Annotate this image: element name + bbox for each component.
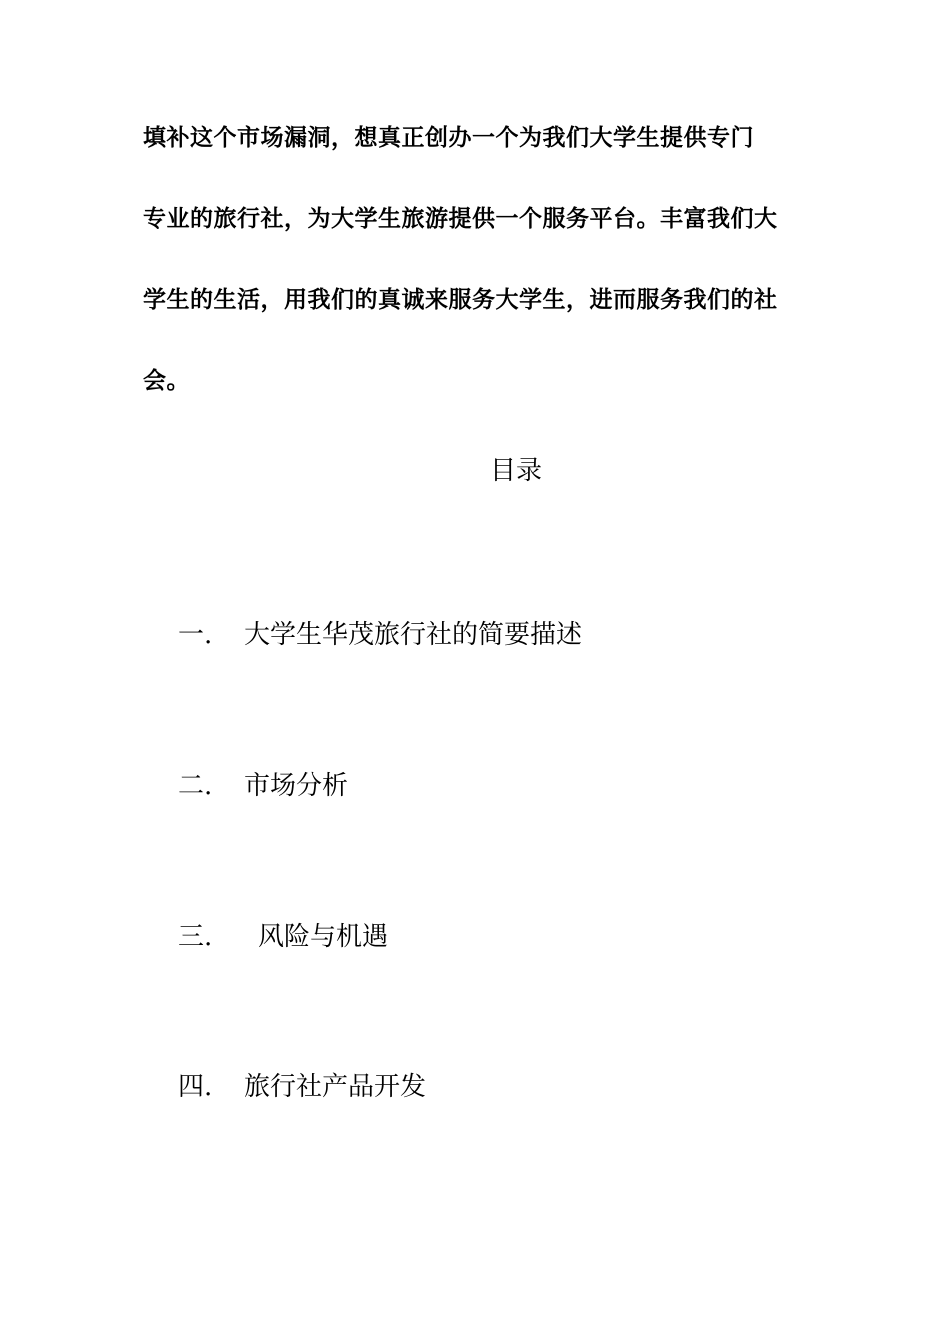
toc-title: 目录 <box>490 456 543 486</box>
toc-item-number: 四. <box>178 1072 213 1102</box>
toc-item-number: 二. <box>178 771 213 801</box>
toc-item <box>178 1070 426 1104</box>
toc-item <box>178 920 388 954</box>
paragraph-line-1: 填补这个市场漏洞，想真正创办一个为我们大学生提供专门 <box>143 124 754 151</box>
toc-item-text: 大学生华茂旅行社的简要描述 <box>244 620 583 650</box>
toc-item-text: 旅行社产品开发 <box>244 1072 427 1102</box>
toc-item <box>178 618 582 652</box>
paragraph-line-2: 专业的旅行社，为大学生旅游提供一个服务平台。丰富我们大 <box>143 205 778 232</box>
toc-item-text: 风险与机遇 <box>258 922 389 952</box>
toc-item <box>178 769 348 803</box>
toc-item-text: 市场分析 <box>244 771 349 801</box>
paragraph-line-4: 会。 <box>143 367 190 394</box>
toc-item-number: 三. <box>178 922 213 952</box>
toc-item-number: 一. <box>178 620 213 650</box>
paragraph-line-3: 学生的生活，用我们的真诚来服务大学生，进而服务我们的社 <box>143 286 778 313</box>
